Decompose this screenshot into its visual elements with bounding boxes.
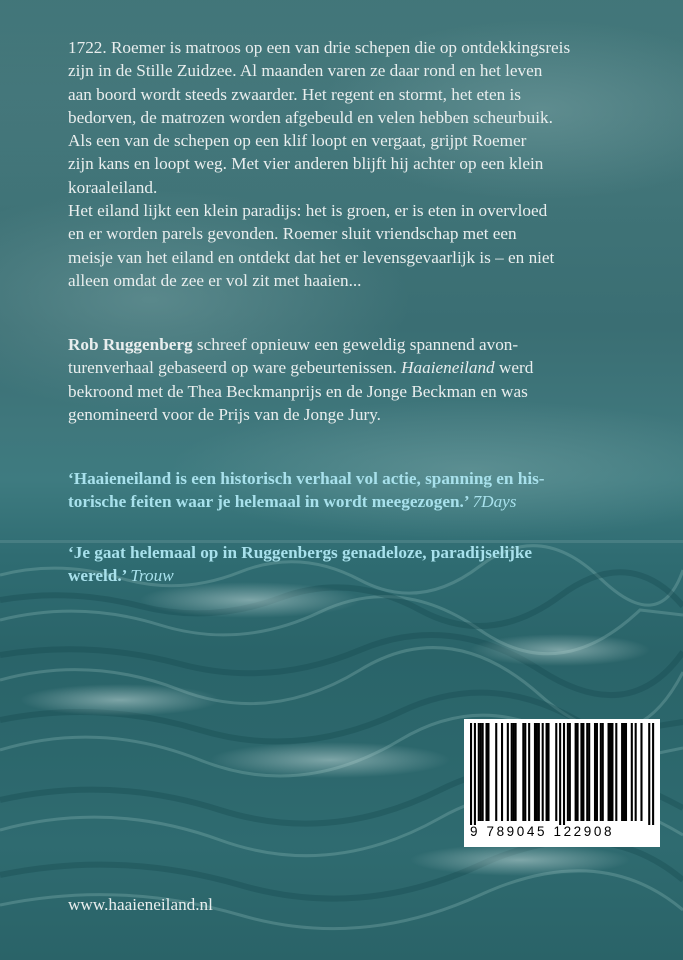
book-title: Haaieneiland — [401, 358, 495, 378]
blurb-line: zijn in de Stille Zuidzee. Al maanden varen ze daar rond en het leven — [68, 61, 543, 81]
barcode-bars — [464, 719, 660, 825]
author-bio — [68, 333, 533, 426]
barcode-bar — [474, 723, 476, 825]
barcode-bar — [588, 723, 590, 821]
blurb-line: Het eiland lijkt een klein paradijs: het is groen, er is eten in overvloed — [68, 201, 548, 220]
barcode-bar — [625, 723, 627, 821]
barcode-bar — [555, 723, 557, 821]
review-quote-2 — [68, 541, 532, 588]
barcode-bar — [640, 723, 642, 821]
barcode-bar — [559, 723, 561, 825]
barcode-bar — [611, 723, 613, 821]
bio-text: genomineerd voor de Prijs van de Jonge Jury. — [68, 404, 381, 424]
barcode-bar — [501, 723, 503, 821]
blurb-line: en er worden parels gevonden. Roemer sluit vriendschap met een — [68, 224, 517, 244]
barcode-bar — [482, 723, 484, 821]
barcode-bar — [524, 723, 526, 821]
barcode-bar — [623, 723, 625, 821]
blurb-line: zijn kans en loopt weg. Met vier anderen blijft hij achter op een klein — [68, 154, 544, 174]
website-link[interactable]: www.haaieneiland.nl — [68, 895, 213, 914]
barcode-bar — [507, 723, 509, 821]
barcode-bar — [648, 723, 650, 825]
bio-text: werd — [494, 358, 534, 378]
review-quote-1 — [68, 467, 545, 514]
quote-text: ‘Je gaat helemaal op in Ruggenbergs genadeloze, paradijselijke — [68, 543, 533, 562]
author-name: Rob Ruggenberg — [68, 335, 193, 354]
barcode-bar — [582, 723, 584, 821]
barcode-bar — [485, 723, 487, 821]
barcode-bar — [513, 723, 515, 821]
barcode-bar — [480, 723, 482, 821]
barcode-bar — [511, 723, 513, 821]
quote-text: wereld.’ — [68, 566, 131, 586]
quote-source: Trouw — [130, 566, 174, 586]
quote-source: 7Days — [472, 492, 517, 512]
quote-text: ‘Haaieneiland is een historisch verhaal vol actie, spanning en his- — [68, 469, 545, 488]
barcode-bar — [596, 723, 598, 821]
barcode-bar — [470, 723, 472, 825]
barcode-bar — [577, 723, 579, 821]
barcode-bar — [569, 723, 571, 821]
barcode-bar — [615, 723, 617, 821]
barcode-bar — [652, 723, 654, 825]
blurb-line: meisje van het eiland en ontdekt dat het er levensgevaarlijk is – en niet — [68, 247, 555, 267]
barcode-bar — [487, 723, 489, 821]
bio-text: schreef opnieuw een geweldig spannend avon- — [192, 335, 519, 354]
barcode-bar — [538, 723, 540, 821]
barcode-bar — [575, 723, 577, 821]
blurb-line: alleen omdat de zee er vol zit met haaien... — [68, 270, 362, 290]
barcode-bar — [635, 723, 637, 821]
blurb-line: Als een van de schepen op een klif loopt en vergaat, grijpt Roemer — [68, 131, 527, 151]
blurb-line: koraaleiland. — [68, 177, 158, 197]
quote-text: torische feiten waar je helemaal in wordt meegezogen.’ — [68, 492, 473, 512]
barcode-bar — [602, 723, 604, 821]
barcode-bar — [528, 723, 530, 821]
barcode-bar — [608, 723, 610, 821]
isbn-barcode — [464, 719, 660, 847]
barcode-bar — [586, 723, 588, 821]
barcode-bar — [609, 723, 611, 821]
bio-text: turenverhaal gebaseerd op ware gebeurtenissen. — [68, 358, 402, 378]
barcode-bar — [580, 723, 582, 821]
barcode-bar — [621, 723, 623, 821]
bio-text: bekroond met de Thea Beckmanprijs en de Jonge Beckman en was — [68, 381, 528, 401]
barcode-bar — [594, 723, 596, 821]
isbn-number: 9 789045 122908 — [470, 824, 615, 839]
blurb-paragraph-2 — [68, 199, 554, 292]
blurb-line: aan boord wordt steeds zwaarder. Het regent en stormt, het eten is — [68, 84, 521, 104]
barcode-bar — [478, 723, 480, 821]
barcode-bar — [515, 723, 517, 821]
blurb-line: bedorven, de matrozen worden afgebeuld en velen hebben scheurbuik. — [68, 107, 553, 127]
barcode-bar — [563, 723, 565, 825]
barcode-bar — [534, 723, 536, 821]
barcode-bar — [495, 723, 497, 821]
barcode-bar — [522, 723, 524, 821]
barcode-bar — [542, 723, 544, 821]
barcode-bar — [546, 723, 548, 821]
barcode-bar — [631, 723, 633, 821]
barcode-bar — [600, 723, 602, 821]
barcode-bar — [567, 723, 569, 821]
blurb-line: 1722. Roemer is matroos op een van drie schepen die op ontdekkingsreis — [68, 38, 571, 57]
barcode-bar — [536, 723, 538, 821]
barcode-bar — [547, 723, 549, 821]
blurb-paragraph-1 — [68, 36, 570, 199]
